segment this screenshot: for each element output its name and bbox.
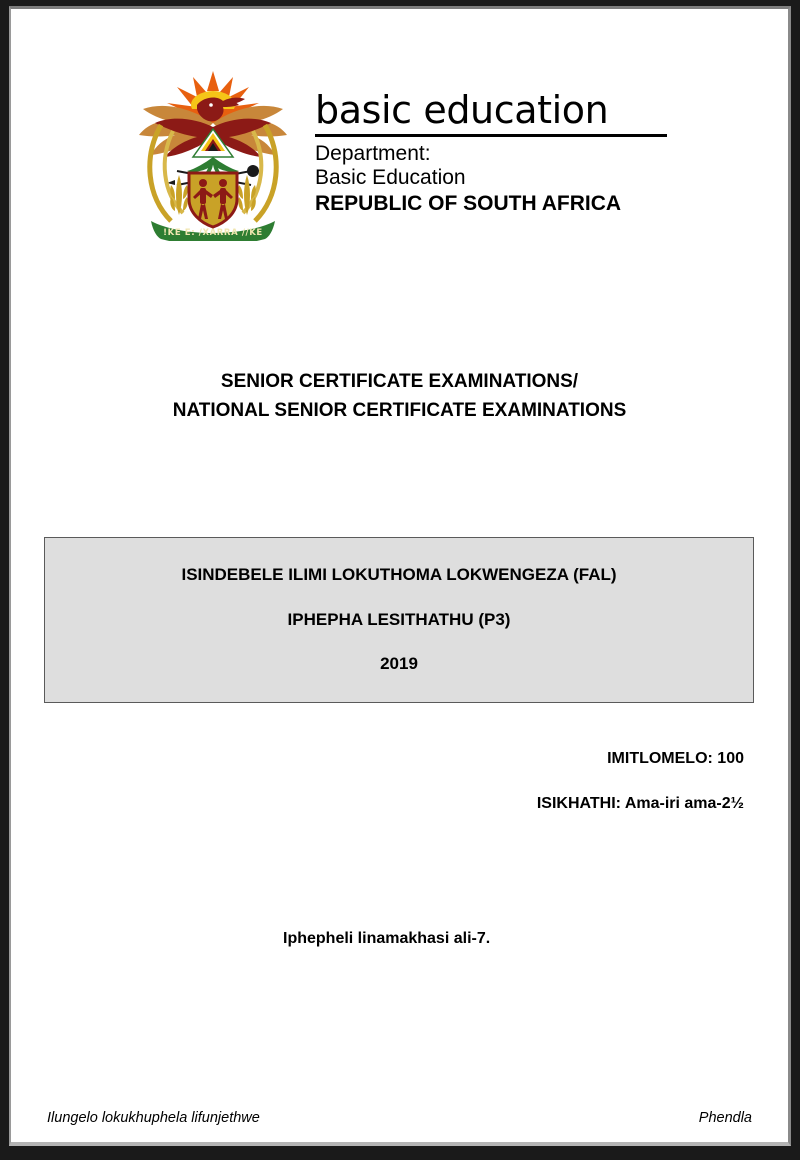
- coat-of-arms-icon: [127, 53, 299, 241]
- subject-box: [44, 537, 754, 703]
- svg-text:!KE E: /XARRA //KE: !KE E: /XARRA //KE: [163, 228, 263, 238]
- footer-copyright: Ilungelo lokukhuphela lifunjethwe: [47, 1110, 260, 1126]
- letterhead: [127, 53, 667, 241]
- country-name: REPUBLIC OF SOUTH AFRICA: [315, 192, 622, 216]
- paper-title: IPHEPHA LESITHATHU (P3): [287, 609, 511, 629]
- marks-line: IMITLOMELO: 100: [607, 750, 744, 767]
- subject-title: ISINDEBELE ILIMI LOKUTHOMA LOKWENGEZA (FAL): [181, 565, 617, 585]
- wordmark-block: [315, 53, 667, 216]
- time-line: ISIKHATHI: Ama-iri ama-2½: [536, 795, 744, 813]
- document-page: [11, 9, 788, 1142]
- pages-note: Iphepheli linamakhasi ali-7.: [283, 930, 491, 947]
- page-inner-frame: [9, 6, 791, 1146]
- wordmark-title: basic education: [315, 88, 609, 132]
- exam-heading-line-1: SENIOR CERTIFICATE EXAMINATIONS/: [220, 371, 579, 392]
- exam-meta-block: [537, 749, 744, 813]
- department-name: Basic Education: [315, 166, 466, 190]
- exam-heading: [11, 367, 788, 426]
- exam-heading-line-2: NATIONAL SENIOR CERTIFICATE EXAMINATIONS: [172, 400, 627, 422]
- page-footer: [47, 1110, 752, 1126]
- department-label: Department:: [315, 141, 431, 165]
- footer-turn-over: Phendla: [698, 1110, 752, 1126]
- wordmark-rule: [315, 134, 667, 137]
- exam-year: 2019: [380, 654, 418, 674]
